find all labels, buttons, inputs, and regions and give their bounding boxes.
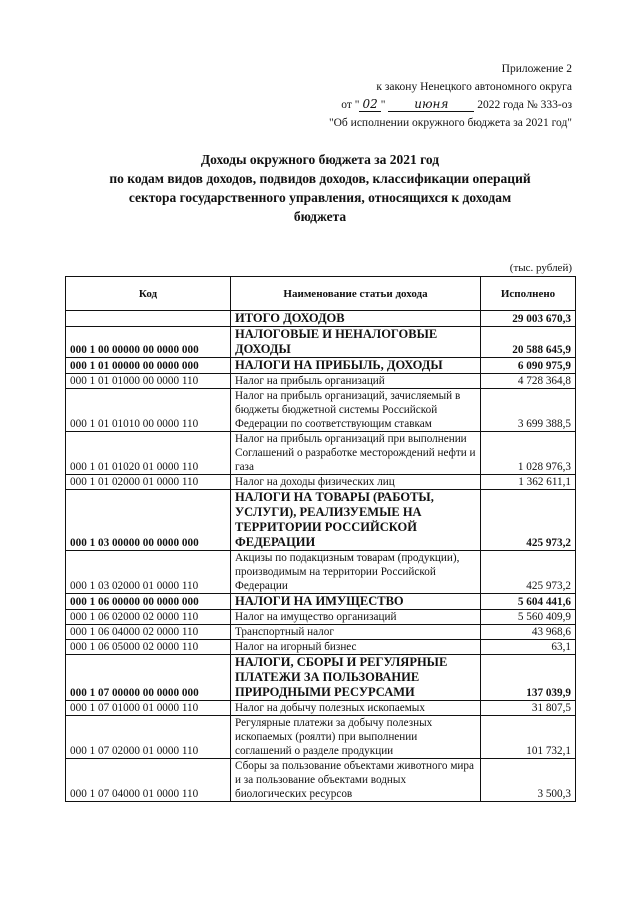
row-value: 5 604 441,6	[481, 594, 576, 610]
title-line4: бюджета	[293, 209, 347, 224]
table-header-row	[66, 277, 576, 311]
table-row	[66, 716, 576, 759]
document-title	[60, 150, 580, 226]
table-row	[66, 358, 576, 374]
row-value: 6 090 975,9	[481, 358, 576, 374]
table-row	[66, 311, 576, 327]
row-name: НАЛОГИ НА ИМУЩЕСТВО	[231, 594, 481, 610]
row-code: 000 1 07 04000 01 0000 110	[66, 759, 231, 802]
date-suffix: 2022 года № 333-оз	[477, 99, 572, 111]
row-name: НАЛОГИ, СБОРЫ И РЕГУЛЯРНЫЕ ПЛАТЕЖИ ЗА ПОЛЬЗОВАНИЕ ПРИРОДНЫМИ РЕСУРСАМИ	[231, 655, 481, 701]
header-name: Наименование статьи дохода	[231, 277, 481, 311]
row-name: Налог на имущество организаций	[231, 610, 481, 625]
row-name: Акцизы по подакцизным товарам (продукции), производимым на территории Российской Федерации	[231, 551, 481, 594]
row-value: 425 973,2	[481, 551, 576, 594]
row-value: 4 728 364,8	[481, 374, 576, 389]
table-row	[66, 610, 576, 625]
row-value: 3 699 388,5	[481, 389, 576, 432]
table-row	[66, 475, 576, 490]
row-value: 425 973,2	[481, 490, 576, 551]
table-row	[66, 625, 576, 640]
units-label: (тыс. рублей)	[509, 262, 572, 274]
table-row	[66, 490, 576, 551]
row-value: 5 560 409,9	[481, 610, 576, 625]
appendix-date-line	[329, 96, 572, 114]
row-name: НАЛОГИ НА ПРИБЫЛЬ, ДОХОДЫ	[231, 358, 481, 374]
row-code: 000 1 03 02000 01 0000 110	[66, 551, 231, 594]
table-row	[66, 327, 576, 358]
row-code: 000 1 00 00000 00 0000 000	[66, 327, 231, 358]
table-row	[66, 594, 576, 610]
table-row	[66, 432, 576, 475]
row-value: 43 968,6	[481, 625, 576, 640]
row-code: 000 1 07 01000 01 0000 110	[66, 701, 231, 716]
row-code: 000 1 06 02000 02 0000 110	[66, 610, 231, 625]
row-name: НАЛОГИ НА ТОВАРЫ (РАБОТЫ, УСЛУГИ), РЕАЛИЗУЕМЫЕ НА ТЕРРИТОРИИ РОССИЙСКОЙ ФЕДЕРАЦИИ	[231, 490, 481, 551]
table-row	[66, 759, 576, 802]
row-name: Налог на доходы физических лиц	[231, 475, 481, 490]
row-name: Транспортный налог	[231, 625, 481, 640]
row-code: 000 1 03 00000 00 0000 000	[66, 490, 231, 551]
row-name: Налог на добычу полезных ископаемых	[231, 701, 481, 716]
row-value: 1 362 611,1	[481, 475, 576, 490]
header-code: Код	[66, 277, 231, 311]
title-line3: сектора государственного управления, относящихся к доходам	[128, 190, 512, 205]
row-name: Налог на игорный бизнес	[231, 640, 481, 655]
table-row	[66, 655, 576, 701]
appendix-block	[329, 60, 572, 132]
row-name: Регулярные платежи за добычу полезных ископаемых (роялти) при выполнении соглашений о разделе продукции	[231, 716, 481, 759]
row-code: 000 1 06 04000 02 0000 110	[66, 625, 231, 640]
row-code: 000 1 06 05000 02 0000 110	[66, 640, 231, 655]
title-line2: по кодам видов доходов, подвидов доходов, классификации операций	[109, 171, 531, 186]
row-name: Налог на прибыль организаций	[231, 374, 481, 389]
table-row	[66, 640, 576, 655]
row-value: 29 003 670,3	[481, 311, 576, 327]
row-value: 20 588 645,9	[481, 327, 576, 358]
revenue-table	[65, 276, 576, 802]
row-code: 000 1 01 01020 01 0000 110	[66, 432, 231, 475]
date-day-handwritten: 02	[359, 98, 380, 112]
date-prefix: от "	[341, 99, 360, 111]
date-month-handwritten: июня	[388, 98, 474, 112]
title-line1: Доходы окружного бюджета за 2021 год	[200, 152, 440, 167]
row-code: 000 1 01 02000 01 0000 110	[66, 475, 231, 490]
row-value: 3 500,3	[481, 759, 576, 802]
header-value: Исполнено	[481, 277, 576, 311]
row-value: 137 039,9	[481, 655, 576, 701]
row-code: 000 1 07 02000 01 0000 110	[66, 716, 231, 759]
row-value: 101 732,1	[481, 716, 576, 759]
table-row	[66, 701, 576, 716]
appendix-line2: к закону Ненецкого автономного округа	[376, 81, 572, 93]
row-code: 000 1 01 01010 00 0000 110	[66, 389, 231, 432]
row-value: 31 807,5	[481, 701, 576, 716]
row-name: НАЛОГОВЫЕ И НЕНАЛОГОВЫЕ ДОХОДЫ	[231, 327, 481, 358]
row-name: Налог на прибыль организаций при выполнении Соглашений о разработке месторождений нефти и газа	[231, 432, 481, 475]
row-code: 000 1 01 01000 00 0000 110	[66, 374, 231, 389]
row-value: 63,1	[481, 640, 576, 655]
appendix-line4: "Об исполнении окружного бюджета за 2021 год"	[328, 117, 572, 129]
row-name: Сборы за пользование объектами животного мира и за пользование объектами водных биологических ресурсов	[231, 759, 481, 802]
row-code: 000 1 07 00000 00 0000 000	[66, 655, 231, 701]
row-name: Налог на прибыль организаций, зачисляемый в бюджеты бюджетной системы Российской Федерации по соответствующим ставкам	[231, 389, 481, 432]
table-row	[66, 389, 576, 432]
table-row	[66, 374, 576, 389]
row-code: 000 1 01 00000 00 0000 000	[66, 358, 231, 374]
row-value: 1 028 976,3	[481, 432, 576, 475]
date-mid: "	[380, 99, 386, 111]
appendix-line1: Приложение 2	[501, 63, 572, 75]
table-row	[66, 551, 576, 594]
row-name: ИТОГО ДОХОДОВ	[231, 311, 481, 327]
row-code	[66, 311, 231, 327]
row-code: 000 1 06 00000 00 0000 000	[66, 594, 231, 610]
